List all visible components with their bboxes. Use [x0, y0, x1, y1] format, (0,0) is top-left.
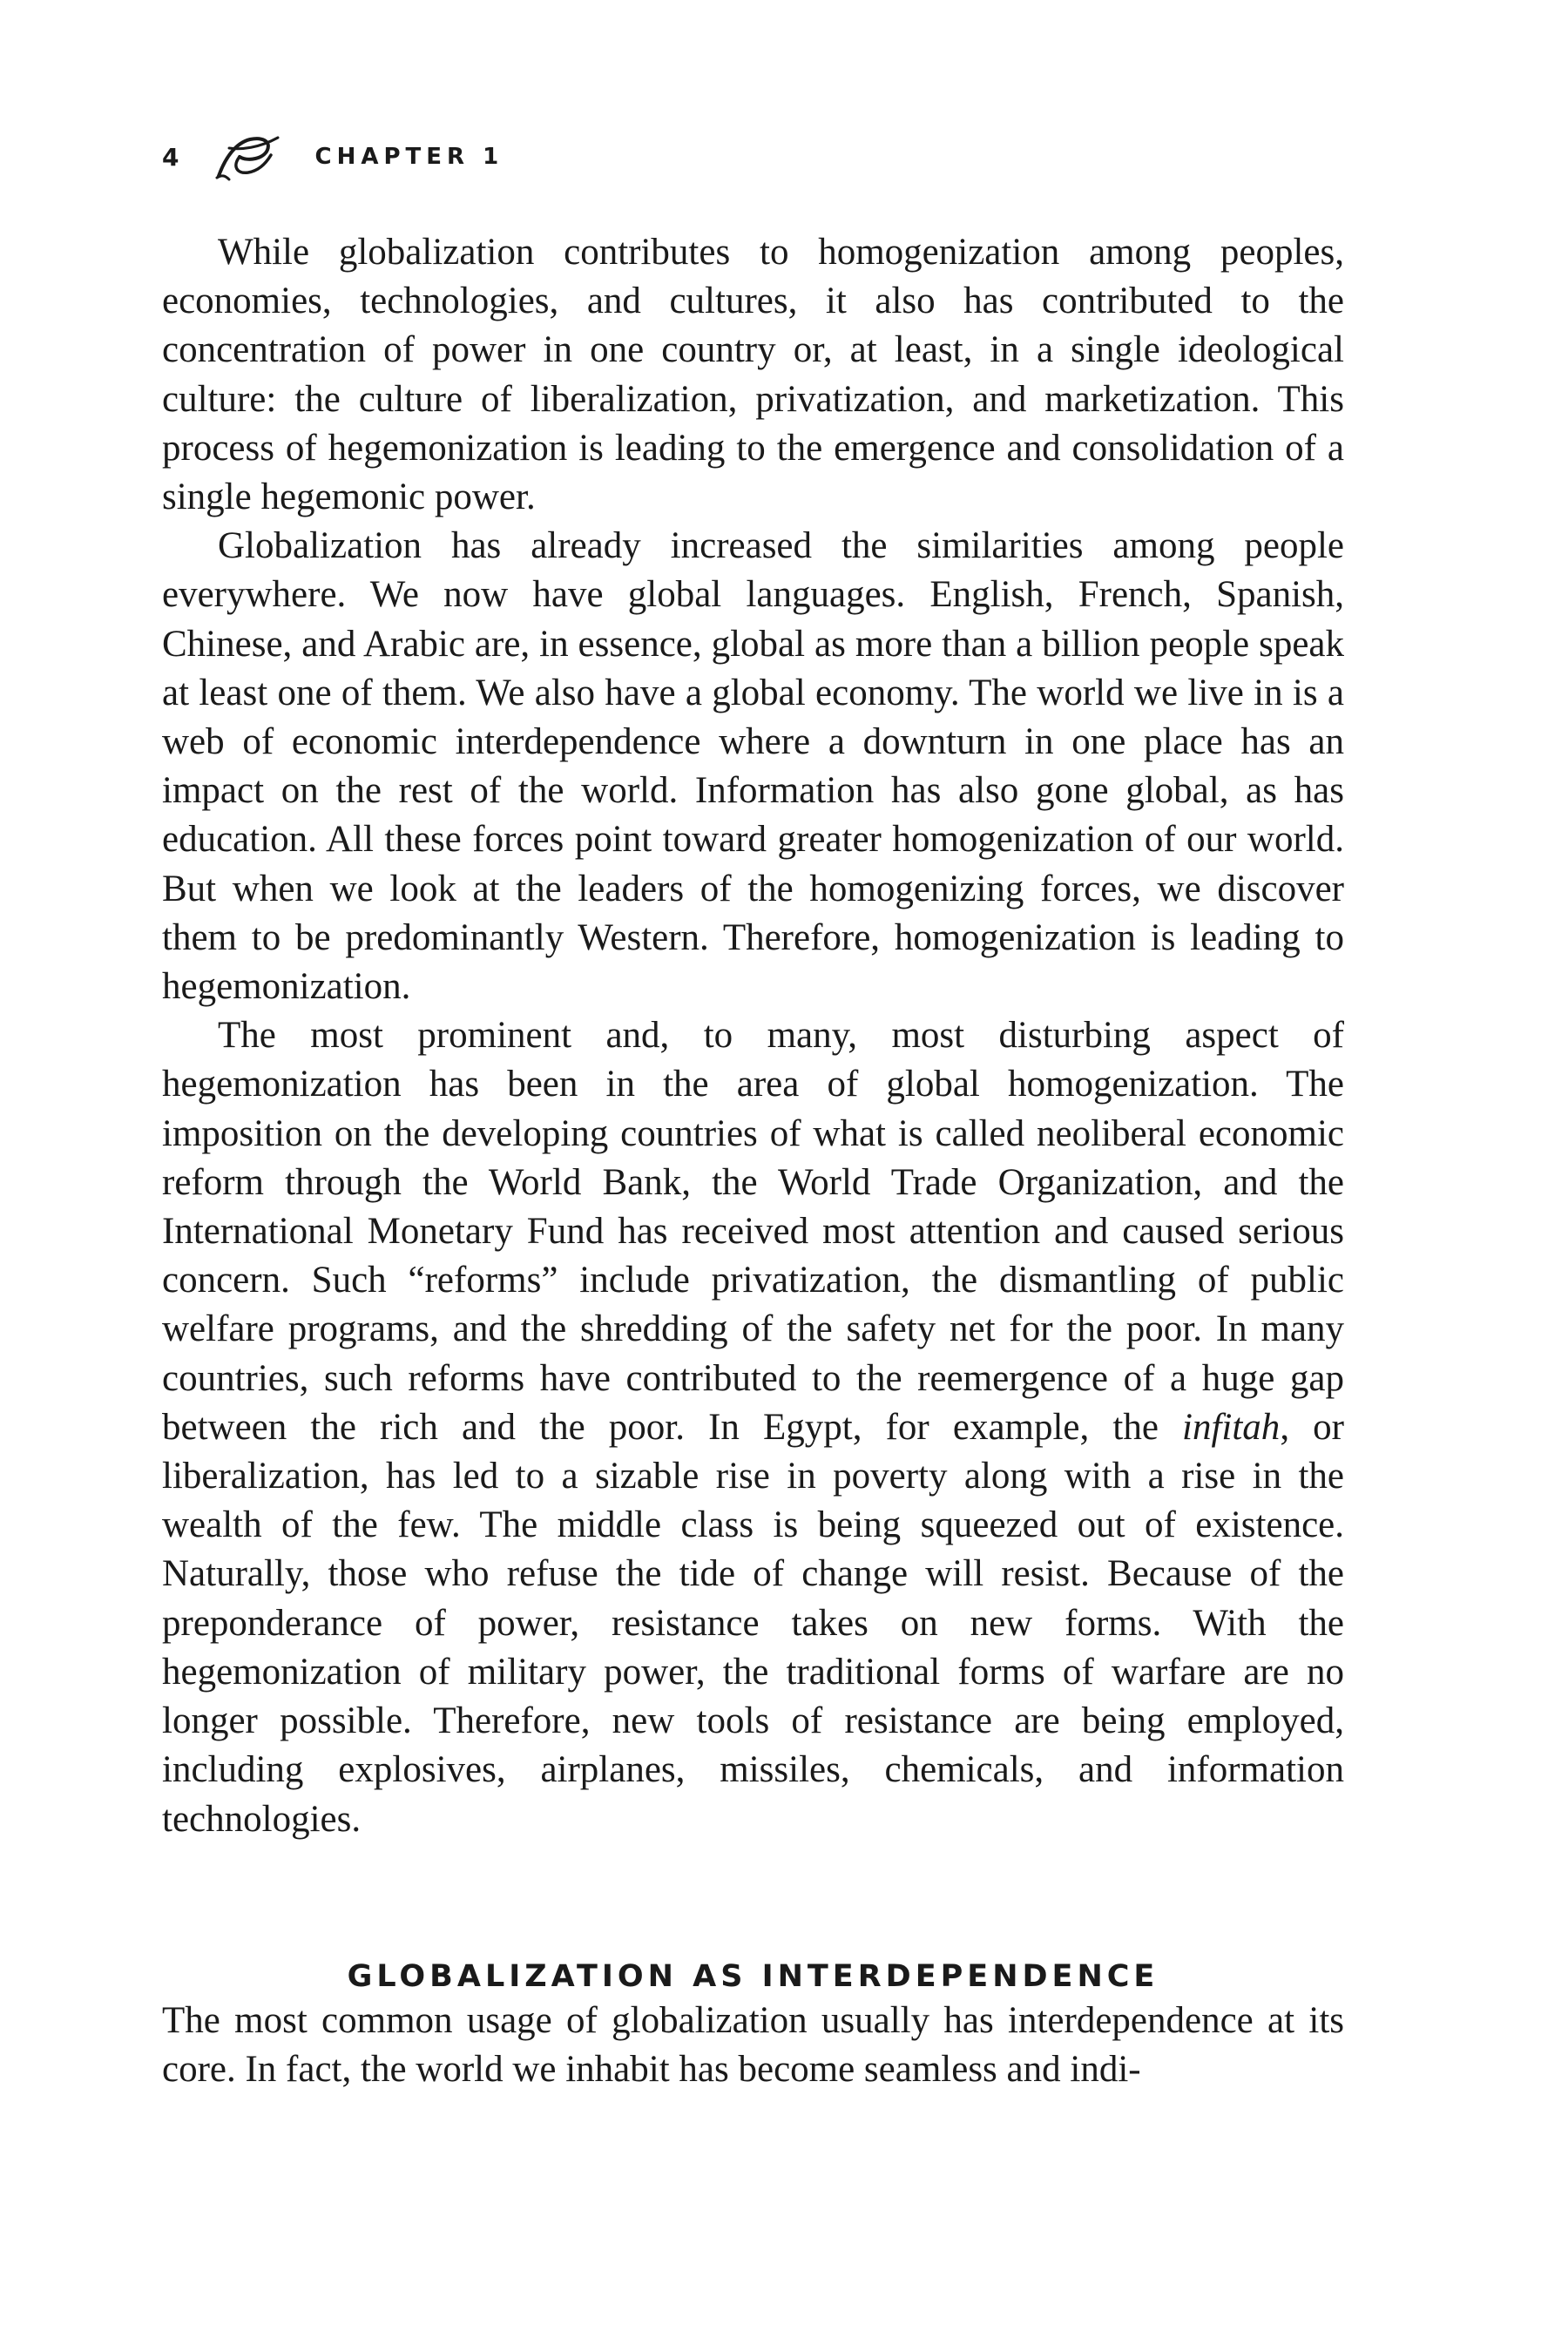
paragraph-2: Globalization has already increased the similarities among people everywhere. We now have global languages. English, French, Spanish, Chinese, and Arabic are, in essence, global as more than a billion people speak at least one of them. We also have a global economy. The world we live in is a web of economic interdependence where a downturn in one place has an impact on the rest of the world. Information has also gone global, as has education. All these forces point toward greater homogenization of our world. But when we look at the leaders of the homogenizing forces, we discover them to be predominantly Western. Therefore, homogenization is leading to hegemonization. — [162, 525, 1344, 1008]
paragraph-3-text-a: The most prominent and, to many, most disturbing aspect of hegemonization has been in the area of global homogenization. The imposition on the developing countries of what is called neoliberal economic reform through the World Bank, the World Trade Organization, and the International Monetary Fund has received most attention and caused serious concern. Such “reforms” include privatization, the dismantling of public welfare programs, and the shredding of the safety net for the poor. In many countries, such reforms have contributed to the reemergence of a huge gap between the rich and the poor. In Egypt, for example, the — [162, 1015, 1344, 1448]
section-paragraph: The most common usage of globalization usually has interdependence at its core. In fact, the world we inhabit has become seamless and indi- — [162, 2000, 1344, 2091]
section-body — [162, 1997, 1344, 2094]
paragraph-3 — [162, 1011, 1344, 1843]
page-number: 4 — [162, 142, 181, 172]
chapter-label: CHAPTER 1 — [314, 144, 504, 170]
italic-term: infitah — [1182, 1406, 1281, 1448]
paragraph-1: While globalization contributes to homogenization among peoples, economies, technologies, and cultures, it also has contributed to the concentration of power in one country or, at least, in a single ideological culture: the culture of liberalization, privatization, and marketization. This process of hegemonization is leading to the emergence and consolidation of a single hegemonic power. — [162, 232, 1344, 518]
script-ornament-icon — [210, 131, 281, 183]
running-head — [162, 131, 504, 183]
body-text — [162, 228, 1344, 1844]
paragraph-3-text-b: , or liberalization, has led to a sizable rise in poverty along with a rise in the wealth of the few. The middle class is being squeezed out of existence. Naturally, those who refuse the tide of change will resist. Because of the preponderance of power, resistance takes on new forms. With the hegemonization of military power, the traditional forms of warfare are no longer possible. Therefore, new tools of resistance are being employed, including explosives, airplanes, missiles, chemicals, and information technologies. — [162, 1406, 1344, 1840]
section-heading: GLOBALIZATION AS INTERDEPENDENCE — [347, 1959, 1159, 1995]
